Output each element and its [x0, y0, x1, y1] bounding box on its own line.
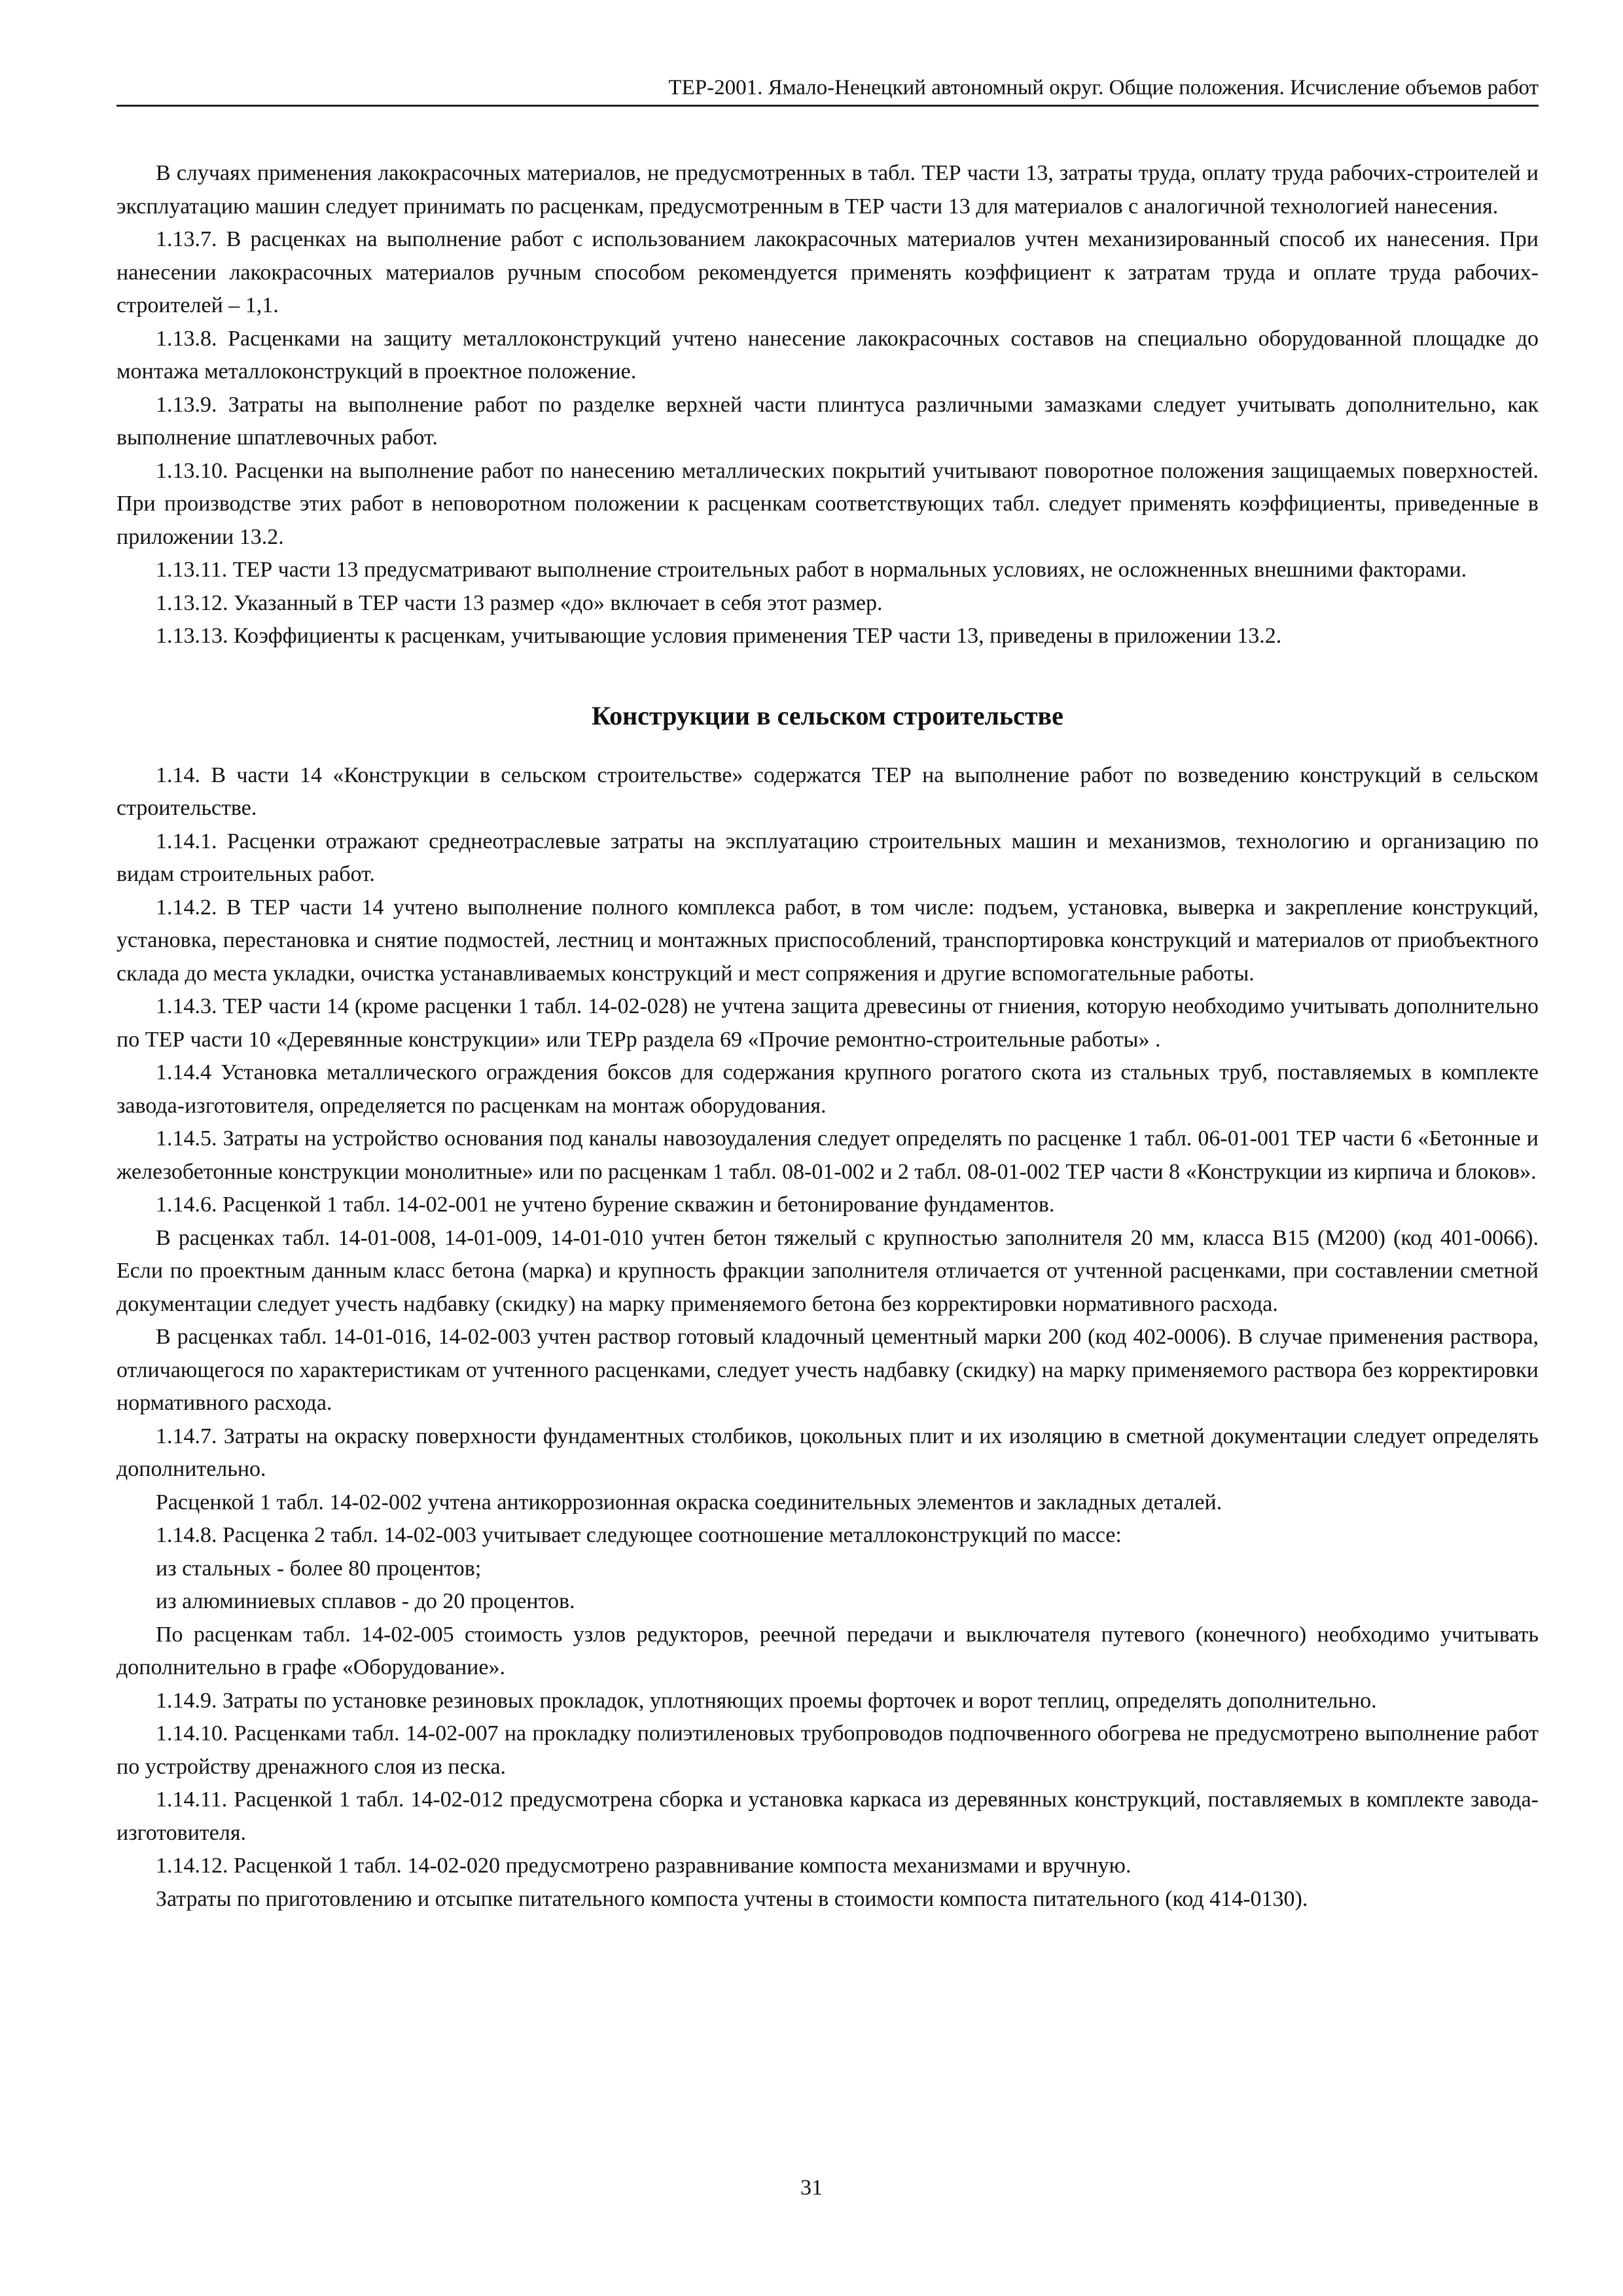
paragraph: По расценкам табл. 14-02-005 стоимость узлов редукторов, реечной передачи и выключателя путевого (конечного) необходимо учитывать дополнительно в графе «Оборудование». [116, 1622, 1539, 1679]
paragraph: В расценках табл. 14-01-008, 14-01-009, 14-01-010 учтен бетон тяжелый с крупностью заполнителя 20 мм, класса В15 (М200) (код 401-0066). Если по проектным данным класс бетона (марка) и крупность фракции заполнителя отличается от учтенной расценками, при составлении сметной документации следует учесть надбавку (скидку) на марку применяемого бетона без корректировки нормативного расхода. [116, 1225, 1539, 1316]
page-number: 31 [800, 2176, 823, 2200]
paragraph: 1.14. В части 14 «Конструкции в сельском строительстве» содержатся ТЕР на выполнение работ по возведению конструкций в сельском строительстве. [116, 762, 1539, 820]
paragraph: 1.13.8. Расценками на защиту металлоконструкций учтено нанесение лакокрасочных составов на специально оборудованной площадке до монтажа металлоконструкций в проектное положение. [116, 326, 1539, 384]
paragraph: 1.14.5. Затраты на устройство основания под каналы навозоудаления следует определять по расценке 1 табл. 06-01-001 ТЕР части 6 «Бетонные и железобетонные конструкции монолитные» или по расценкам 1 табл. 08-01-002 и 2 табл. 08-01-002 ТЕР части 8 «Конструкции из кирпича и блоков». [116, 1126, 1539, 1184]
paragraph: 1.13.13. Коэффициенты к расценкам, учитывающие условия применения ТЕР части 13, приведены в приложении 13.2. [156, 624, 1282, 648]
paragraph: 1.14.9. Затраты по установке резиновых прокладок, уплотняющих проемы форточек и ворот теплиц, определять дополнительно. [156, 1688, 1377, 1713]
paragraph: Затраты по приготовлению и отсыпке питательного компоста учтены в стоимости компоста питательного (код 414-0130). [156, 1886, 1308, 1911]
paragraph: 1.14.11. Расценкой 1 табл. 14-02-012 предусмотрена сборка и установка каркаса из деревянных конструкций, поставляемых в комплекте завода-изготовителя. [116, 1787, 1539, 1845]
paragraph: 1.14.10. Расценками табл. 14-02-007 на прокладку полиэтиленовых трубопроводов подпочвенного обогрева не предусмотрено выполнение работ по устройству дренажного слоя из песка. [116, 1721, 1539, 1779]
list-item: из стальных - более 80 процентов; [156, 1556, 482, 1581]
paragraph: 1.14.7. Затраты на окраску поверхности фундаментных столбиков, цокольных плит и их изоляцию в сметной документации следует определять дополнительно. [116, 1424, 1539, 1481]
paragraph: 1.14.2. В ТЕР части 14 учтено выполнение полного комплекса работ, в том числе: подъем, установка, выверка и закрепление конструкций, установка, перестановка и снятие подмостей, лестниц и монтажных приспособлений, транспортировка конструкций и материалов от приобъектного склада до места укладки, очистка устанавливаемых конструкций и мест сопряжения и другие вспомогательные работы. [116, 895, 1539, 986]
paragraph: 1.13.12. Указанный в ТЕР части 13 размер «до» включает в себя этот размер. [156, 590, 883, 615]
paragraph: 1.14.3. ТЕР части 14 (кроме расценки 1 табл. 14-02-028) не учтена защита древесины от гниения, которую необходимо учитывать дополнительно по ТЕР части 10 «Деревянные конструкции» или ТЕРр раздела 69 «Прочие ремонтно-строительные работы» . [116, 994, 1539, 1052]
paragraph: В случаях применения лакокрасочных материалов, не предусмотренных в табл. ТЕР части 13, затраты труда, оплату труда рабочих-строителей и эксплуатацию машин следует принимать по расценкам, предусмотренным в ТЕР части 13 для материалов с аналогичной технологией нанесения. [116, 161, 1539, 219]
paragraph: 1.13.7. В расценках на выполнение работ с использованием лакокрасочных материалов учтен механизированный способ их нанесения. При нанесении лакокрасочных материалов ручным способом рекомендуется применять коэффициент к затратам труда и оплате труда рабочих-строителей – 1,1. [116, 227, 1539, 317]
section-heading: Конструкции в сельском строительстве [592, 700, 1063, 730]
paragraph: 1.14.1. Расценки отражают среднеотраслевые затраты на эксплуатацию строительных машин и механизмов, технологию и организацию по видам строительных работ. [116, 829, 1539, 886]
list-item: из алюминиевых сплавов - до 20 процентов. [156, 1589, 575, 1613]
paragraph: 1.14.4 Установка металлического ограждения боксов для содержания крупного рогатого скота из стальных труб, поставляемых в комплекте завода-изготовителя, определяется по расценкам на монтаж оборудования. [116, 1060, 1539, 1118]
paragraph: 1.13.10. Расценки на выполнение работ по нанесению металлических покрытий учитывают поворотное положения защищаемых поверхностей. При производстве этих работ в неповоротном положении к расценкам соответствующих табл. следует применять коэффициенты, приведенные в приложении 13.2. [116, 458, 1539, 549]
paragraph: Расценкой 1 табл. 14-02-002 учтена антикоррозионная окраска соединительных элементов и закладных деталей. [156, 1490, 1222, 1515]
running-header: ТЕР-2001. Ямало-Ненецкий автономный округ. Общие положения. Исчисление объемов работ [116, 71, 1539, 107]
paragraph: 1.13.9. Затраты на выполнение работ по разделке верхней части плинтуса различными замазками следует учитывать дополнительно, как выполнение шпатлевочных работ. [116, 392, 1539, 450]
page-body [116, 157, 1539, 1916]
paragraph: 1.14.12. Расценкой 1 табл. 14-02-020 предусмотрено разравнивание компоста механизмами и вручную. [156, 1854, 1132, 1878]
paragraph: 1.13.11. ТЕР части 13 предусматривают выполнение строительных работ в нормальных условиях, не осложненных внешними факторами. [156, 558, 1467, 582]
paragraph: 1.14.6. Расценкой 1 табл. 14-02-001 не учтено бурение скважин и бетонирование фундаментов. [156, 1193, 1055, 1217]
paragraph: 1.14.8. Расценка 2 табл. 14-02-003 учитывает следующее соотношение металлоконструкций по массе: [156, 1523, 1122, 1547]
paragraph: В расценках табл. 14-01-016, 14-02-003 учтен раствор готовый кладочный цементный марки 200 (код 402-0006). В случае применения раствора, отличающегося по характеристикам от учтенного расценками, следует учесть надбавку (скидку) на марку применяемого раствора без корректировки нормативного расхода. [116, 1325, 1539, 1415]
